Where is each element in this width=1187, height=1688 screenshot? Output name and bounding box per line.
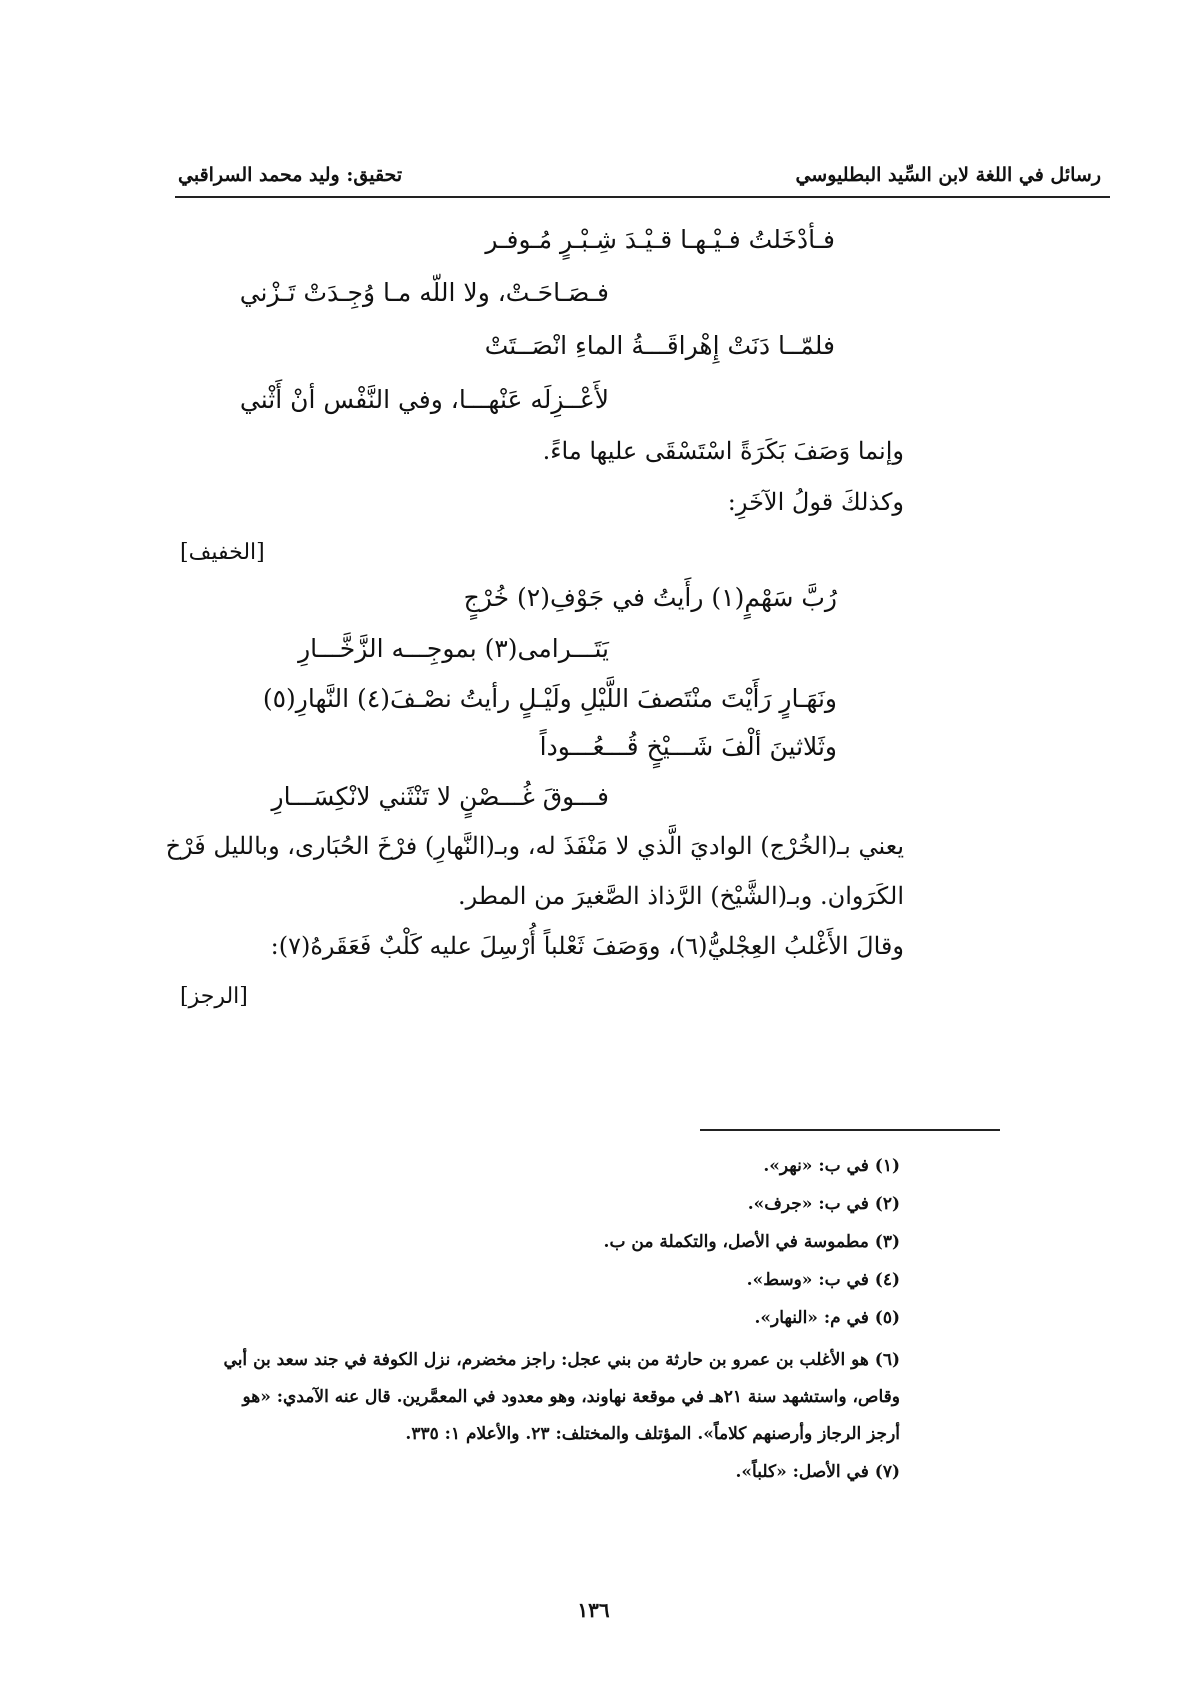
- verse1-line1: فـأدْخَلتُ فـيْـهـا قـيْـدَ شِـبْـرٍ مُـوفـر: [485, 225, 835, 254]
- header-rule: [175, 196, 1110, 198]
- page-number: ١٣٦: [577, 1598, 610, 1622]
- running-header-title: رسائل في اللغة لابن السِّيد البطليوسي: [795, 164, 1101, 186]
- footnote-rule: [700, 1129, 1000, 1131]
- verse2-line4: وثَلاثينَ ألْفَ شَـــيْخٍ قُـــعُـــوداً: [539, 732, 837, 761]
- prose-paragraph: وإنما وَصَفَ بَكَرَةً اسْتَسْقَى عليها ماءً.: [542, 437, 904, 465]
- footnote: (٣) مطموسة في الأصل، والتكملة من ب.: [603, 1232, 900, 1252]
- meter-label: [الخفيف]: [180, 540, 265, 565]
- meter-label: [الرجز]: [180, 984, 248, 1009]
- verse2-line2: يَتَـــرامى(٣) بموجِـــه الزَّخَّـــارِ: [298, 634, 609, 663]
- prose-paragraph: الكَرَوان. وبـ(الشَّيْخ) الرَّذاذ الصَّغيرَ من المطر.: [458, 882, 904, 910]
- verse2-line3: ونَهَـارٍ رَأَيْتَ منْتَصفَ اللَّيْلِ ولَيْـلٍ رأيتُ نصْـفَ(٤) النَّهارِ(٥): [262, 684, 837, 713]
- prose-paragraph: وكذلكَ قولُ الآخَرِ:: [727, 488, 904, 516]
- prose-paragraph: وقالَ الأَغْلبُ العِجْليُّ(٦)، ووَصَفَ ثَعْلباً أُرْسِلَ عليه كَلْبٌ فَعَقَرهُ(٧):: [270, 932, 904, 960]
- prose-paragraph: يعني بـ(الخُرْج) الواديَ الَّذي لا مَنْفَذَ له، وبـ(النَّهارِ) فرْخَ الحُبَارى، وبالليل فَرْخ: [165, 832, 904, 860]
- footnote: (٢) في ب: «جرف».: [747, 1194, 900, 1214]
- verse1-line4: لأَعْــزِلَه عَنْهـــا، وفي النَّفْس أنْ أَثْني: [239, 385, 609, 414]
- footnote: (٥) في م: «النهار».: [754, 1308, 900, 1328]
- footnote: وقاص، واستشهد سنة ٢١هـ في موقعة نهاوند، وهو معدود في المعمَّرين. قال عنه الآمدي: «هو: [242, 1387, 900, 1407]
- running-header-editor: تحقيق: وليد محمد السراقبي: [178, 164, 403, 186]
- footnote: (٦) هو الأغلب بن عمرو بن حارثة من بني عجل: راجز مخضرم، نزل الكوفة في جند سعد بن أبي: [223, 1350, 900, 1370]
- footnote: أرجز الرجاز وأرصنهم كلاماً». المؤتلف والمختلف: ٢٣. والأعلام ١: ٣٣٥.: [405, 1424, 900, 1444]
- footnote: (٧) في الأصل: «كلباً».: [735, 1462, 900, 1482]
- footnote: (١) في ب: «نهر».: [763, 1156, 900, 1176]
- verse2-line1: رُبَّ سَهْمٍ(١) رأَيتُ في جَوْفِ(٢) خُرْجٍ: [463, 583, 837, 612]
- verse1-line2: فـصَـاحَـتْ، ولا اللّه مـا وُجِـدَتْ تَـزْني: [239, 278, 609, 307]
- verse2-line5: فـــوقَ غُـــصْنٍ لا تَنْثَني لانْكِسَـــارِ: [271, 782, 609, 811]
- verse1-line3: فلمّــا دَنَتْ إِهْراقَـــةُ الماءِ انْصَــتَتْ: [484, 331, 835, 360]
- footnote: (٤) في ب: «وسط».: [746, 1270, 900, 1290]
